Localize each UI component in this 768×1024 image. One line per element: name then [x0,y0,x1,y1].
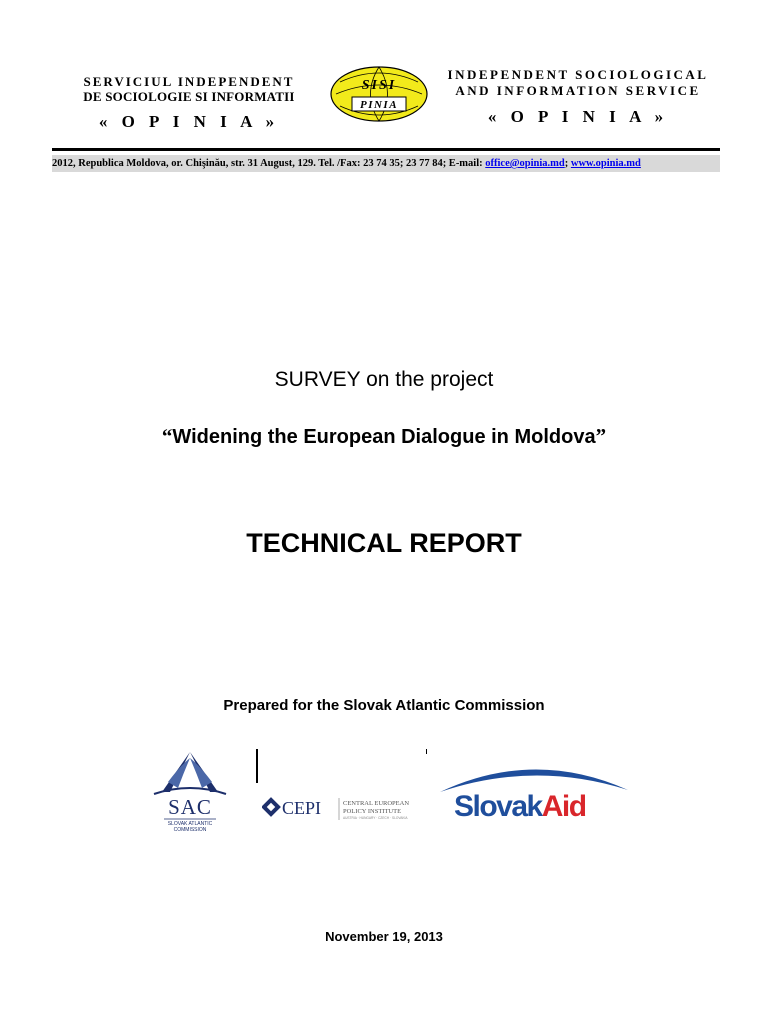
opinia-logo-bottom-text: PINIA [359,99,399,111]
sac-line1: SLOVAK ATLANTIC [167,821,213,827]
report-title: TECHNICAL REPORT [246,528,522,558]
cepi-line2: POLICY INSTITUTE [343,808,402,815]
slovakaid-logo [436,762,632,826]
slovakaid-name [454,790,586,823]
letterhead-right-line1: INDEPENDENT SOCIOLOGICAL [447,67,709,82]
letterhead-divider [52,148,720,151]
opinia-logo [326,62,432,126]
cepi-acronym: CEPI [282,798,322,818]
close-quote: ” [595,424,607,448]
letterhead-right-brand: « O P I N I A » [487,107,669,126]
prepared-for: Prepared for the Slovak Atlantic Commission [223,697,545,714]
address-text: 2012, Republica Moldova, or. Chişinău, str. 31 August, 129. Tel. /Fax: 23 74 35; 23 77 84; E-mail: [52,158,486,169]
logo-separator [256,749,258,783]
sac-logo [140,748,240,834]
cepi-line1: CENTRAL EUROPEAN [343,800,410,807]
address-bar [52,155,720,172]
open-quote: “ [161,424,173,448]
opinia-logo-top-text: SISI [361,78,397,93]
survey-line: SURVEY on the project [274,368,494,391]
project-title [0,424,768,449]
slovakaid-word2: Aid [541,790,586,823]
letterhead-left-line2: DE SOCIOLOGIE SI INFORMATII [83,89,295,104]
address-separator: ; [564,158,571,169]
website-link[interactable]: www.opinia.md [570,158,641,169]
slovakaid-word1: Slovak [454,790,542,823]
sac-line2: COMMISSION [173,827,207,833]
letterhead-left [58,74,320,132]
cepi-logo [262,794,426,824]
letterhead-right [432,67,724,127]
project-name: Widening the European Dialogue in Moldova [172,426,596,448]
letterhead-right-line2: AND INFORMATION SERVICE [455,83,701,98]
sac-acronym: SAC [168,795,212,819]
letterhead-left-brand: « O P I N I A » [98,112,280,131]
email-link[interactable]: office@opinia.md [485,158,565,169]
logo-tick-mark [426,749,427,754]
cepi-line3: AUSTRIA · HUNGARY · CZECH · SLOVAKIA [343,816,408,820]
report-date: November 19, 2013 [325,929,443,944]
letterhead-left-line1: SERVICIUL INDEPENDENT [83,74,295,89]
